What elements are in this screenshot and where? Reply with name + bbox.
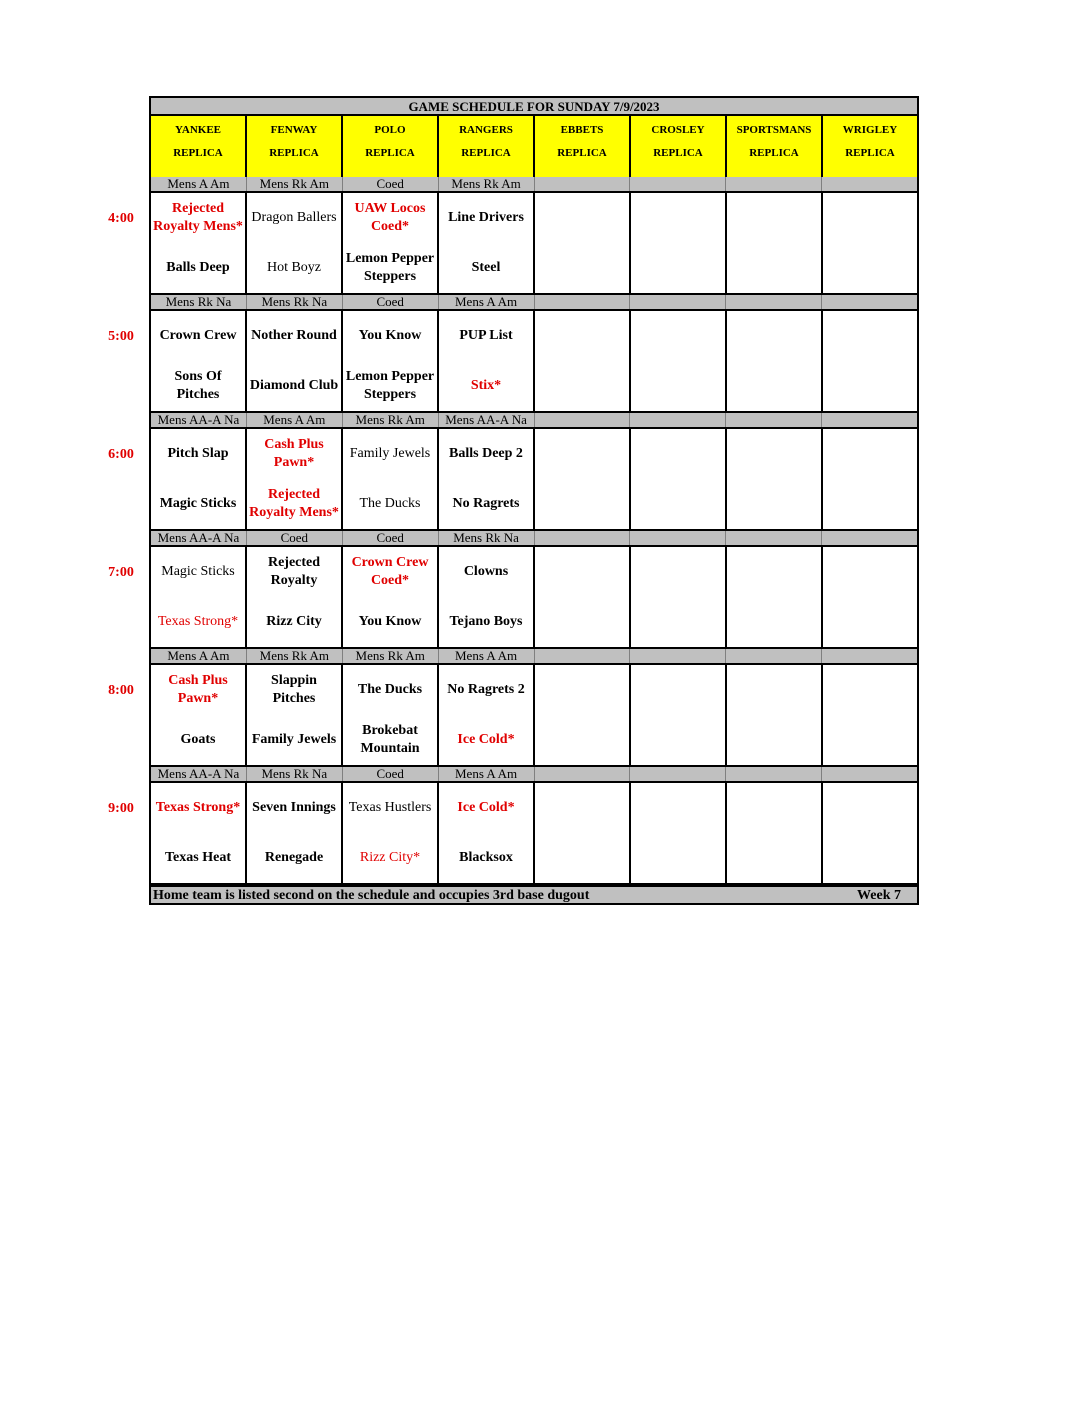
field-header-wrigley bbox=[823, 116, 917, 177]
visiting-team: Clowns bbox=[463, 564, 509, 579]
visiting-team bbox=[535, 193, 629, 243]
visiting-team bbox=[823, 193, 917, 243]
home-team bbox=[535, 243, 629, 293]
visiting-team: Cash Plus Pawn* bbox=[264, 437, 324, 470]
visiting-team: Nother Round bbox=[251, 328, 337, 343]
home-team bbox=[535, 715, 629, 765]
home-team bbox=[535, 597, 629, 647]
visiting-team bbox=[823, 547, 917, 597]
visiting-team: Rejected Royalty bbox=[267, 555, 321, 588]
game-cell bbox=[535, 783, 631, 883]
home-team bbox=[727, 243, 821, 293]
field-name: EBBETS bbox=[560, 124, 604, 136]
division-label: Coed bbox=[343, 767, 439, 781]
visiting-team bbox=[727, 429, 821, 479]
home-team: Balls Deep bbox=[166, 260, 230, 275]
visiting-team bbox=[823, 665, 917, 715]
home-team: Renegade bbox=[264, 850, 324, 865]
game-cell bbox=[247, 311, 343, 411]
field-subtitle: REPLICA bbox=[653, 147, 703, 159]
game-cell bbox=[727, 193, 823, 293]
game-cell bbox=[535, 665, 631, 765]
game-cell bbox=[343, 665, 439, 765]
game-cell bbox=[631, 547, 727, 647]
slot-time: 8:00 bbox=[108, 683, 134, 698]
game-grid bbox=[149, 783, 919, 885]
slot-time: 6:00 bbox=[108, 447, 134, 462]
visiting-team: The Ducks bbox=[357, 682, 423, 697]
division-label: Mens Rk Am bbox=[247, 649, 343, 663]
time-slots bbox=[108, 176, 919, 885]
home-team: You Know bbox=[358, 614, 422, 629]
visiting-team: Rejected Royalty Mens* bbox=[153, 201, 243, 234]
division-label bbox=[726, 295, 822, 309]
division-label bbox=[630, 413, 726, 427]
game-cell bbox=[343, 783, 439, 883]
division-label: Coed bbox=[247, 531, 343, 545]
home-team bbox=[823, 715, 917, 765]
field-name: FENWAY bbox=[270, 124, 318, 136]
division-row bbox=[149, 413, 919, 429]
field-subtitle: REPLICA bbox=[845, 147, 895, 159]
visiting-team bbox=[631, 311, 725, 361]
home-team: Goats bbox=[180, 732, 216, 747]
division-label: Mens Rk Na bbox=[247, 767, 343, 781]
division-label bbox=[726, 531, 822, 545]
field-name: SPORTSMANS bbox=[736, 124, 812, 136]
home-team: Rizz City* bbox=[359, 850, 421, 865]
visiting-team: Cash Plus Pawn* bbox=[168, 673, 228, 706]
field-subtitle: REPLICA bbox=[173, 147, 223, 159]
game-cell bbox=[727, 429, 823, 529]
game-cell bbox=[151, 311, 247, 411]
game-cell bbox=[823, 665, 917, 765]
division-label bbox=[822, 531, 917, 545]
home-team: Sons Of Pitches bbox=[174, 369, 222, 402]
game-cell bbox=[247, 783, 343, 883]
home-team bbox=[823, 479, 917, 529]
division-label bbox=[822, 177, 917, 191]
game-cell bbox=[823, 429, 917, 529]
division-label bbox=[535, 295, 631, 309]
division-label: Mens AA-A Na bbox=[439, 413, 535, 427]
division-label: Mens A Am bbox=[439, 649, 535, 663]
home-team: Texas Heat bbox=[165, 850, 231, 865]
home-team bbox=[535, 361, 629, 411]
home-team: Family Jewels bbox=[251, 732, 337, 747]
game-cell bbox=[631, 665, 727, 765]
division-row bbox=[149, 177, 919, 193]
game-cell bbox=[439, 783, 535, 883]
division-label: Mens A Am bbox=[151, 177, 247, 191]
division-label: Mens Rk Na bbox=[151, 295, 247, 309]
slot-time: 4:00 bbox=[108, 211, 134, 226]
home-team bbox=[631, 479, 725, 529]
game-cell bbox=[151, 429, 247, 529]
home-team: Hot Boyz bbox=[266, 260, 322, 275]
visiting-team: Ice Cold* bbox=[457, 800, 515, 815]
visiting-team bbox=[535, 429, 629, 479]
visiting-team bbox=[631, 429, 725, 479]
division-label: Mens AA-A Na bbox=[151, 413, 247, 427]
division-label bbox=[535, 649, 631, 663]
home-team: Rejected Royalty Mens* bbox=[249, 487, 339, 520]
visiting-team: UAW Locos Coed* bbox=[354, 201, 426, 234]
division-label bbox=[822, 295, 917, 309]
game-cell bbox=[151, 193, 247, 293]
field-header-crosley bbox=[631, 116, 727, 177]
field-subtitle: REPLICA bbox=[461, 147, 511, 159]
visiting-team: PUP List bbox=[459, 328, 513, 343]
home-team bbox=[727, 833, 821, 883]
division-label: Mens A Am bbox=[439, 767, 535, 781]
schedule-title: GAME SCHEDULE FOR SUNDAY 7/9/2023 bbox=[149, 96, 919, 116]
home-team: Rizz City bbox=[266, 614, 322, 629]
division-label bbox=[630, 767, 726, 781]
home-team bbox=[727, 361, 821, 411]
game-cell bbox=[343, 311, 439, 411]
division-row bbox=[149, 649, 919, 665]
time-slot-block bbox=[108, 294, 919, 413]
game-grid bbox=[149, 311, 919, 413]
visiting-team bbox=[535, 783, 629, 833]
field-name: POLO bbox=[374, 124, 406, 136]
game-grid bbox=[149, 547, 919, 649]
division-label bbox=[726, 413, 822, 427]
division-label: Mens Rk Na bbox=[439, 531, 535, 545]
game-grid bbox=[149, 193, 919, 295]
game-cell bbox=[631, 311, 727, 411]
game-cell bbox=[535, 311, 631, 411]
division-label bbox=[630, 177, 726, 191]
game-cell bbox=[151, 547, 247, 647]
home-team bbox=[631, 715, 725, 765]
slot-time: 7:00 bbox=[108, 565, 134, 580]
slot-time: 5:00 bbox=[108, 329, 134, 344]
division-label bbox=[535, 177, 631, 191]
game-cell bbox=[823, 311, 917, 411]
home-team bbox=[535, 479, 629, 529]
week-label: Week 7 bbox=[857, 888, 901, 903]
time-slot-block bbox=[108, 648, 919, 767]
home-team: Brokebat Mountain bbox=[360, 723, 420, 756]
field-header-sportsmans bbox=[727, 116, 823, 177]
division-label: Mens A Am bbox=[247, 413, 343, 427]
visiting-team bbox=[727, 311, 821, 361]
game-cell bbox=[343, 547, 439, 647]
division-label bbox=[535, 413, 631, 427]
division-label: Mens Rk Am bbox=[343, 413, 439, 427]
home-team bbox=[535, 833, 629, 883]
game-grid bbox=[149, 665, 919, 767]
game-cell bbox=[631, 429, 727, 529]
home-team bbox=[823, 833, 917, 883]
home-team: Lemon Pepper Steppers bbox=[345, 251, 435, 284]
slot-time: 9:00 bbox=[108, 801, 134, 816]
home-team bbox=[727, 479, 821, 529]
home-team bbox=[631, 833, 725, 883]
game-cell bbox=[343, 429, 439, 529]
time-slot-block bbox=[108, 766, 919, 885]
game-cell bbox=[247, 429, 343, 529]
visiting-team bbox=[727, 665, 821, 715]
visiting-team: Family Jewels bbox=[349, 446, 431, 461]
visiting-team: Balls Deep 2 bbox=[449, 446, 523, 461]
division-label bbox=[535, 531, 631, 545]
home-team bbox=[631, 243, 725, 293]
field-name: WRIGLEY bbox=[842, 124, 898, 136]
visiting-team bbox=[727, 783, 821, 833]
home-team: Tejano Boys bbox=[449, 614, 523, 629]
division-label: Mens A Am bbox=[439, 295, 535, 309]
game-grid bbox=[149, 429, 919, 531]
home-team bbox=[823, 243, 917, 293]
division-label bbox=[630, 649, 726, 663]
game-cell bbox=[151, 665, 247, 765]
division-label: Mens Rk Am bbox=[247, 177, 343, 191]
visiting-team bbox=[631, 665, 725, 715]
division-label: Mens Rk Na bbox=[247, 295, 343, 309]
game-cell bbox=[439, 429, 535, 529]
game-cell bbox=[535, 429, 631, 529]
division-label: Mens Rk Am bbox=[439, 177, 535, 191]
visiting-team bbox=[727, 193, 821, 243]
division-label: Mens AA-A Na bbox=[151, 531, 247, 545]
division-row bbox=[149, 767, 919, 783]
home-team: The Ducks bbox=[359, 496, 421, 511]
visiting-team: Magic Sticks bbox=[161, 564, 235, 579]
game-cell bbox=[247, 547, 343, 647]
game-cell bbox=[439, 547, 535, 647]
game-cell bbox=[439, 193, 535, 293]
home-team: Ice Cold* bbox=[457, 732, 515, 747]
division-label bbox=[726, 649, 822, 663]
game-cell bbox=[439, 665, 535, 765]
game-cell bbox=[631, 193, 727, 293]
visiting-team: Pitch Slap bbox=[167, 446, 229, 461]
field-subtitle: REPLICA bbox=[557, 147, 607, 159]
visiting-team bbox=[823, 429, 917, 479]
game-cell bbox=[439, 311, 535, 411]
division-label: Coed bbox=[343, 295, 439, 309]
game-cell bbox=[247, 193, 343, 293]
division-label: Mens AA-A Na bbox=[151, 767, 247, 781]
schedule-footer bbox=[149, 885, 919, 905]
visiting-team bbox=[631, 783, 725, 833]
division-label bbox=[630, 295, 726, 309]
game-cell bbox=[151, 783, 247, 883]
visiting-team bbox=[727, 547, 821, 597]
home-team: Steel bbox=[471, 260, 501, 275]
visiting-team: Line Drivers bbox=[448, 210, 524, 225]
field-header-polo bbox=[343, 116, 439, 177]
division-label bbox=[535, 767, 631, 781]
visiting-team: Texas Strong* bbox=[155, 800, 241, 815]
visiting-team: Dragon Ballers bbox=[251, 210, 337, 225]
division-label bbox=[726, 177, 822, 191]
visiting-team bbox=[631, 547, 725, 597]
schedule-sheet bbox=[108, 96, 919, 905]
game-cell bbox=[823, 193, 917, 293]
division-label: Mens A Am bbox=[151, 649, 247, 663]
game-cell bbox=[823, 783, 917, 883]
home-team-note: Home team is listed second on the schedule and occupies 3rd base dugout bbox=[153, 888, 590, 903]
home-team: Stix* bbox=[470, 378, 502, 393]
game-cell bbox=[343, 193, 439, 293]
home-team: Blacksox bbox=[459, 850, 513, 865]
visiting-team: Seven Innings bbox=[252, 800, 336, 815]
home-team: Diamond Club bbox=[249, 378, 339, 393]
field-name: RANGERS bbox=[459, 124, 513, 136]
division-label: Mens Rk Am bbox=[343, 649, 439, 663]
visiting-team bbox=[535, 547, 629, 597]
field-name: YANKEE bbox=[174, 124, 222, 136]
home-team bbox=[727, 715, 821, 765]
visiting-team bbox=[823, 783, 917, 833]
visiting-team: No Ragrets 2 bbox=[447, 682, 525, 697]
visiting-team bbox=[535, 311, 629, 361]
visiting-team: Crown Crew bbox=[159, 328, 237, 343]
time-slot-block bbox=[108, 176, 919, 295]
visiting-team bbox=[535, 665, 629, 715]
division-label bbox=[822, 767, 917, 781]
game-cell bbox=[247, 665, 343, 765]
field-subtitle: REPLICA bbox=[749, 147, 799, 159]
home-team: Magic Sticks bbox=[159, 496, 237, 511]
division-label bbox=[630, 531, 726, 545]
home-team bbox=[631, 597, 725, 647]
game-cell bbox=[631, 783, 727, 883]
visiting-team: Slappin Pitches bbox=[271, 673, 317, 706]
visiting-team bbox=[823, 311, 917, 361]
home-team: No Ragrets bbox=[452, 496, 520, 511]
field-header-fenway bbox=[247, 116, 343, 177]
field-header-ebbets bbox=[535, 116, 631, 177]
home-team bbox=[727, 597, 821, 647]
game-cell bbox=[727, 783, 823, 883]
division-label bbox=[726, 767, 822, 781]
visiting-team: Texas Hustlers bbox=[348, 800, 432, 815]
division-label bbox=[822, 413, 917, 427]
division-row bbox=[149, 295, 919, 311]
home-team bbox=[823, 361, 917, 411]
field-header-row bbox=[149, 116, 919, 177]
visiting-team bbox=[631, 193, 725, 243]
division-row bbox=[149, 531, 919, 547]
game-cell bbox=[535, 547, 631, 647]
field-header-yankee bbox=[151, 116, 247, 177]
game-cell bbox=[727, 311, 823, 411]
game-cell bbox=[727, 547, 823, 647]
game-cell bbox=[727, 665, 823, 765]
field-name: CROSLEY bbox=[651, 124, 705, 136]
visiting-team: You Know bbox=[358, 328, 422, 343]
division-label bbox=[822, 649, 917, 663]
visiting-team: Crown Crew Coed* bbox=[351, 555, 429, 588]
division-label: Coed bbox=[343, 177, 439, 191]
home-team: Texas Strong* bbox=[157, 614, 239, 629]
home-team bbox=[823, 597, 917, 647]
game-cell bbox=[823, 547, 917, 647]
division-label: Coed bbox=[343, 531, 439, 545]
time-slot-block bbox=[108, 530, 919, 649]
field-subtitle: REPLICA bbox=[365, 147, 415, 159]
home-team: Lemon Pepper Steppers bbox=[345, 369, 435, 402]
time-slot-block bbox=[108, 412, 919, 531]
field-header-rangers bbox=[439, 116, 535, 177]
home-team bbox=[631, 361, 725, 411]
field-subtitle: REPLICA bbox=[269, 147, 319, 159]
game-cell bbox=[535, 193, 631, 293]
